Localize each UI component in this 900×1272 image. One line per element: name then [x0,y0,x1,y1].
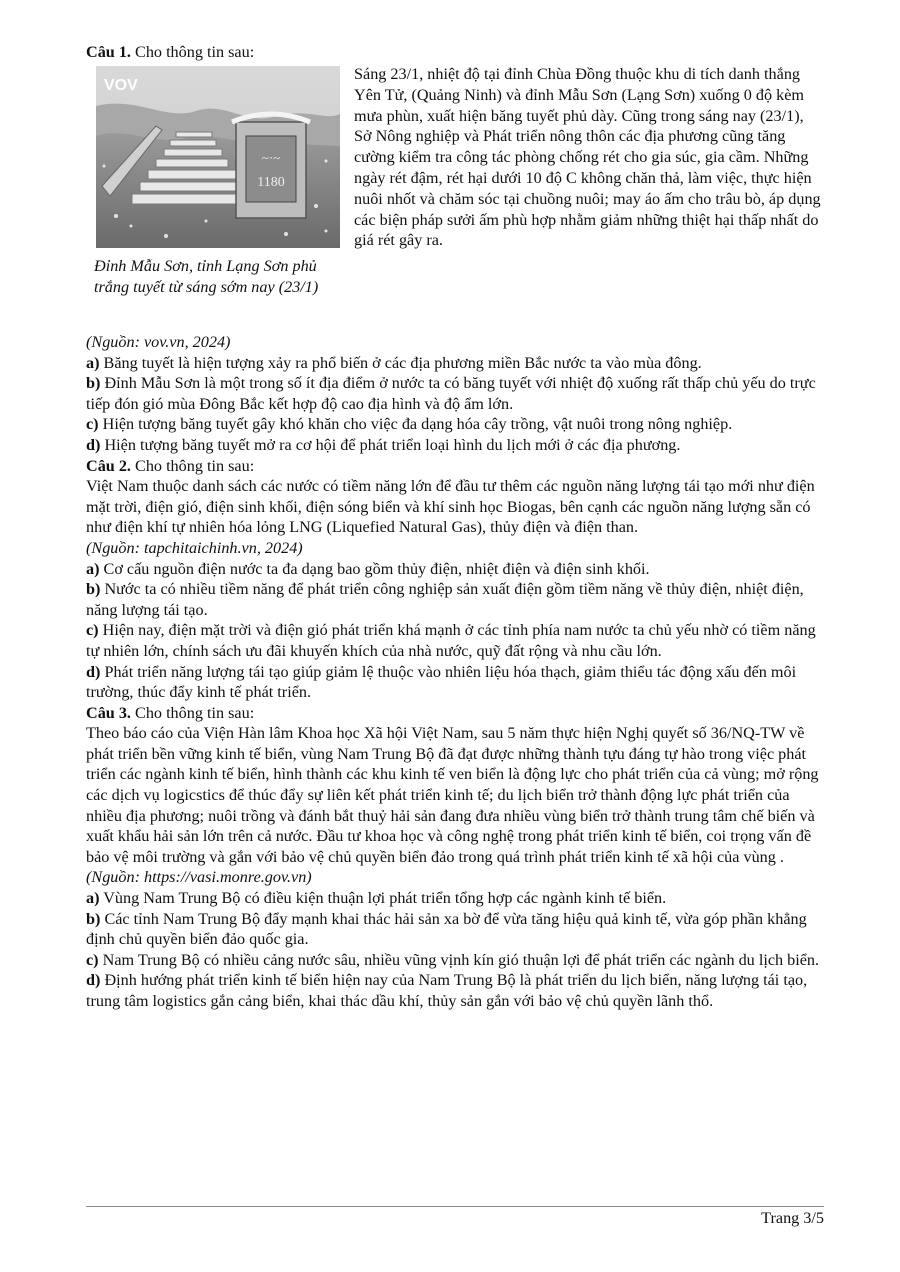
question-1-option-d: d) Hiện tượng băng tuyết mở ra cơ hội để phát triển loại hình du lịch mới ở các địa phương. [86,435,681,454]
question-3-option-b: b) Các tỉnh Nam Trung Bộ đẩy mạnh khai thác hải sản xa bờ để vừa tăng hiệu quả kinh tế, vừa góp phần khẳng định chủ quyền biển đảo quốc gia. [86,909,807,949]
question-3-option-a: a) Vùng Nam Trung Bộ có điều kiện thuận lợi phát triển tổng hợp các ngành kinh tế biển. [86,889,667,908]
question-2-option-b: b) Nước ta có nhiều tiềm năng để phát triển công nghiệp sản xuất điện gồm tiềm năng về thủy điện, nhiệt điện, năng lượng tái tạo. [86,580,804,619]
question-3-intro: Cho thông tin sau: [130,703,255,722]
question-2-option-c: c) Hiện nay, điện mặt trời và điện gió phát triển khá mạnh ở các tỉnh phía nam nước ta chủ yếu nhờ có tiềm năng tự nhiên lớn, chính sách ưu đãi khuyến khích của nhà nước, quỹ đất rộng và nhu cầu lớn. [86,621,816,660]
question-2-heading [86,456,821,477]
footer-divider [86,1206,824,1207]
question-1-label: Câu 1. [86,43,131,61]
question-1-heading [86,42,254,63]
question-3-option-c: c) Nam Trung Bộ có nhiều cảng nước sâu, nhiều vũng vịnh kín gió thuận lợi để phát triển các ngành du lịch biển. [86,950,820,969]
question-1 [86,42,821,332]
question-1-option-c: c) Hiện tượng băng tuyết gây khó khăn cho việc đa dạng hóa cây trồng, vật nuôi trong nông nghiệp. [86,415,733,434]
snow-covered-stairs-photo [96,66,340,248]
page-number: Trang 3/5 [761,1209,824,1227]
question-3-passage: Theo báo cáo của Viện Hàn lâm Khoa học Xã hội Việt Nam, sau 5 năm thực hiện Nghị quyết số 36/NQ-TW về phát triển bền vững kinh tế biển, vùng Nam Trung Bộ đã đạt được những thành tựu đáng tự hào trong việc phát triển các ngành kinh tế biển, hình thành các khu kinh tế ven biển là động lực cho phát triển của cả vùng; mở rộng các dịch vụ logicstics để thúc đẩy sự liên kết phát triển kinh tế; du lịch biển trở thành động lực phát triển của nhiều địa phương; nuôi trồng và đánh bắt thuỷ hải sản đang đưa nhiều vùng biển trở thành trung tâm chế biến và xuất khẩu hải sản lớn trên cả nước. Đầu tư khoa học và công nghệ trong phát triển kinh tế biển, coi trọng vấn đề bảo vệ môi trường và gắn với bảo vệ chủ quyền biển đảo trong quá trình phát triển kinh tế xã hội của vùng . [86,724,819,866]
question-2-intro: Cho thông tin sau: [130,456,255,475]
question-1-option-b: b) Đỉnh Mẫu Sơn là một trong số ít địa điểm ở nước ta có băng tuyết với nhiệt độ xuống rất thấp chủ yếu do trực tiếp đón gió mùa Đông Bắc kết hợp độ cao địa hình và độ ẩm lớn. [86,374,816,413]
question-2-option-d: d) Phát triển năng lượng tái tạo giúp giảm lệ thuộc vào nhiên liệu hóa thạch, giảm thiểu tác động xấu đến môi trường, thúc đẩy kinh tế phát triển. [86,662,797,702]
vov-logo: VOV [104,77,138,94]
question-2-source: (Nguồn: tapchitaichinh.vn, 2024) [86,538,303,557]
question-1-source: (Nguồn: vov.vn, 2024) [86,333,231,351]
svg-text:1180: 1180 [257,175,285,190]
question-3-option-d: d) Định hướng phát triển kinh tế biển hiện nay của Nam Trung Bộ là phát triển du lịch biển, năng lượng tái tạo, trung tâm logistics gắn cảng biển, khai thác dầu khí, thủy sản gắn với bảo vệ chủ quyền lãnh thổ. [86,971,808,1010]
question-2-option-a: a) Cơ cấu nguồn điện nước ta đa dạng bao gồm thủy điện, nhiệt điện và điện sinh khối. [86,559,650,578]
question-2-passage: Việt Nam thuộc danh sách các nước có tiềm năng lớn để đầu tư thêm các nguồn năng lượng tái tạo mới như điện mặt trời, điện gió, điện sinh khối, điện sóng biển và khí sinh học Biogas, bên cạnh các nguồn năng lượng sẵn có như điện khí tự nhiên hóa lỏng LNG (Liquefied Natural Gas), thủy điện và điện than. [86,477,815,537]
question-3-label: Câu 3. [86,703,131,722]
question-1-intro: Cho thông tin sau: [135,43,255,61]
question-1-option-a: a) Băng tuyết là hiện tượng xảy ra phổ biến ở các địa phương miền Bắc nước ta vào mùa đông. [86,353,702,372]
question-1-image-caption: Đỉnh Mẫu Sơn, tỉnh Lạng Sơn phủ trắng tuyết từ sáng sớm nay (23/1) [94,257,319,296]
svg-text:~·~: ~·~ [261,150,281,165]
question-3-source: (Nguồn: https://vasi.monre.gov.vn) [86,868,312,887]
question-1-passage: Sáng 23/1, nhiệt độ tại đỉnh Chùa Đồng thuộc khu di tích danh thắng Yên Tử, (Quảng Ninh) và đỉnh Mẫu Sơn (Lạng Sơn) xuống 0 độ kèm mưa phùn, xuất hiện băng tuyết phủ dày. Cũng trong sáng nay (23/1), Sở Nông nghiệp và Phát triển nông thôn các địa phương cũng tăng cường kiểm tra công tác phòng chống rét cho gia súc, gia cầm. Những ngày rét đậm, rét hại dưới 10 độ C không chăn thả, làm việc, thực hiện nuôi nhốt và chăm sóc tại chuồng nuôi; may áo ấm cho trâu bò, áp dụng các biện pháp sưởi ấm phù hợp nhằm giảm những thiệt hại thấp nhất do giá rét gây ra. [354,65,821,250]
question-3-heading [86,703,821,724]
question-2-label: Câu 2. [86,456,131,475]
page-content [86,42,821,1012]
